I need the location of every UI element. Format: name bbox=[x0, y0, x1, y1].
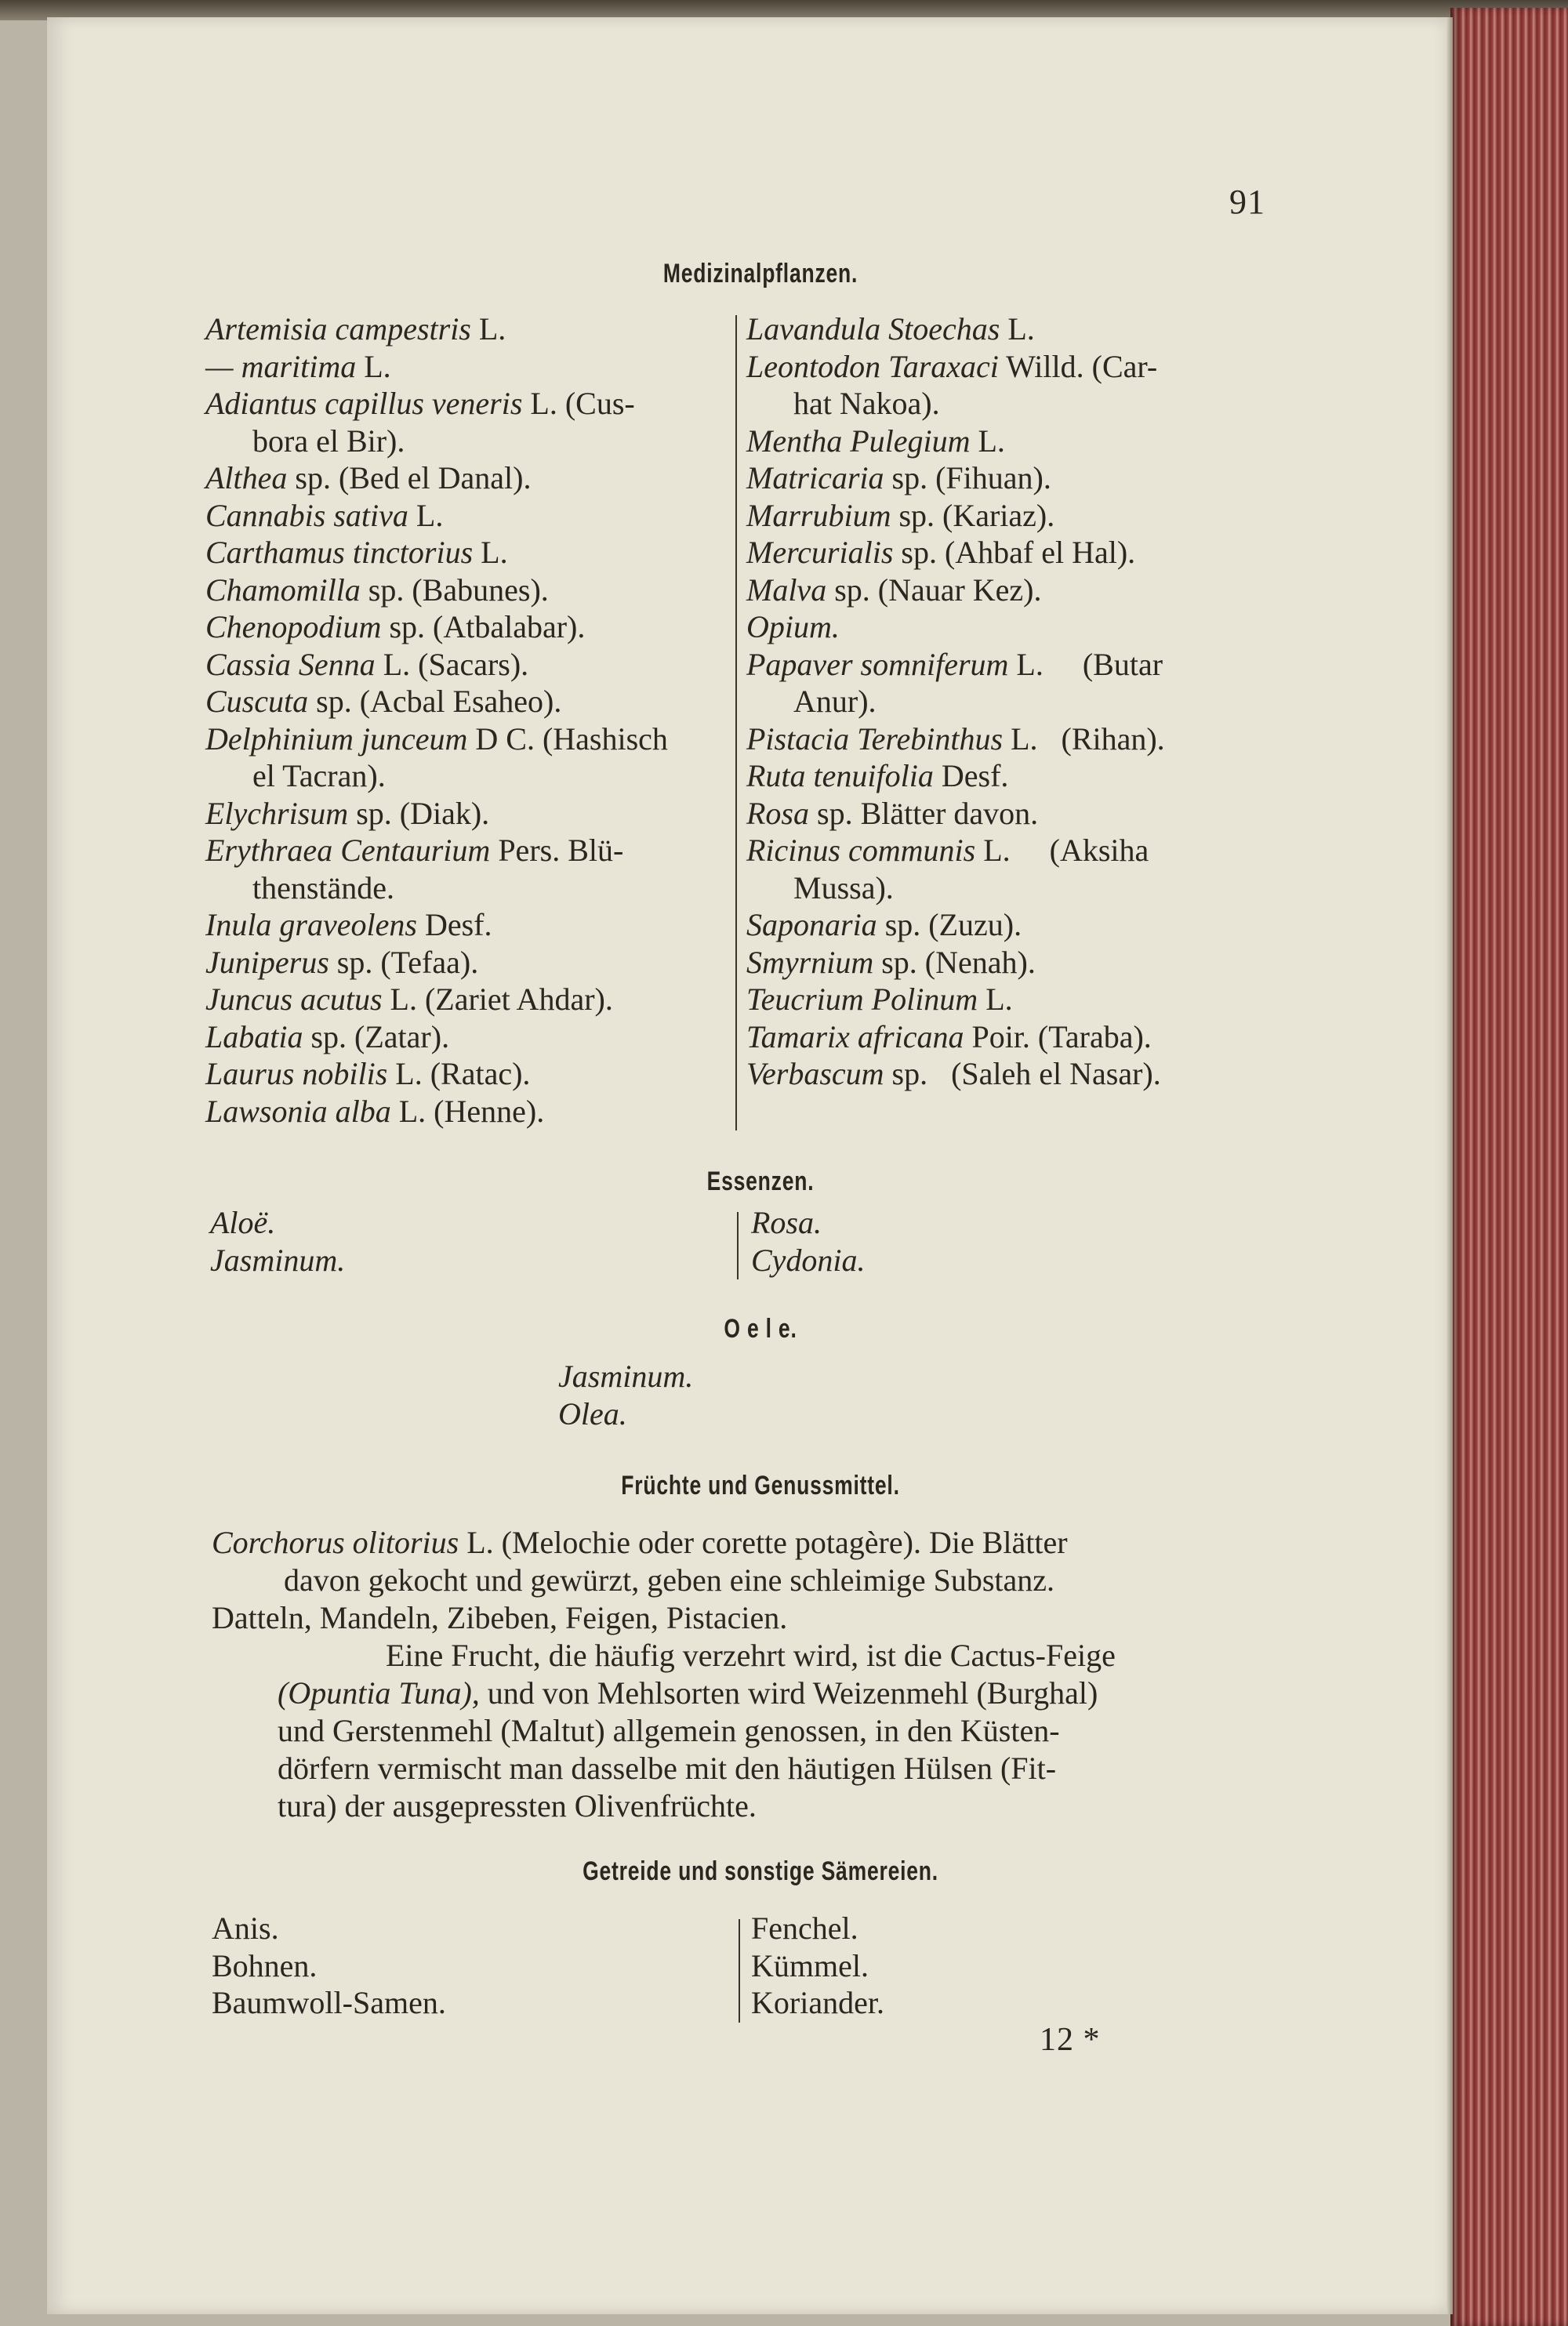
plant-detail: Mussa). bbox=[793, 869, 894, 905]
plant-entry bbox=[205, 757, 739, 795]
oele-list bbox=[558, 1358, 693, 1432]
plant-detail: L. (Aksiha bbox=[975, 833, 1149, 868]
species-name: Matricaria bbox=[746, 460, 884, 495]
plant-entry bbox=[205, 944, 739, 982]
species-name: Carthamus tinctorius bbox=[205, 535, 474, 570]
plant-entry bbox=[746, 795, 1279, 833]
plant-detail: thenstände. bbox=[252, 869, 395, 905]
species-name: — maritima bbox=[205, 348, 357, 384]
essenz-item: Jasminum. bbox=[210, 1242, 346, 1278]
species-name: Mercurialis bbox=[746, 535, 894, 570]
species-name: (Opuntia Tuna), bbox=[278, 1675, 480, 1711]
species-name: Cannabis sativa bbox=[205, 497, 408, 533]
species-name: Ruta tenuifolia bbox=[746, 758, 934, 793]
text-line: davon gekocht und gewürzt, geben eine schleimige Substanz. bbox=[284, 1562, 1055, 1598]
plant-entry bbox=[205, 906, 739, 944]
plant-detail: sp. (Tefaa). bbox=[328, 944, 479, 980]
species-name: Juncus acutus bbox=[205, 982, 383, 1017]
species-name: Opium. bbox=[746, 609, 840, 644]
plant-detail: L. (Sacars). bbox=[375, 646, 529, 682]
heading-oele: O e l e. bbox=[724, 1314, 797, 1344]
plant-detail: L. (Ratac). bbox=[387, 1056, 531, 1091]
heading-medizinalpflanzen: Medizinalpflanzen. bbox=[662, 259, 858, 288]
plant-entry bbox=[746, 1055, 1279, 1093]
plant-detail: sp. (Atbalabar). bbox=[381, 609, 586, 644]
plant-detail: sp. (Saleh el Nasar). bbox=[884, 1056, 1161, 1091]
plant-detail: L. bbox=[978, 982, 1013, 1017]
plant-entry bbox=[205, 459, 739, 497]
species-name: Chenopodium bbox=[205, 609, 382, 644]
plant-entry bbox=[205, 646, 739, 684]
species-name: Chamomilla bbox=[205, 572, 361, 608]
getreide-item: Bohnen. bbox=[212, 1947, 318, 1983]
species-name: Delphinium junceum bbox=[205, 720, 468, 757]
heading-essenzen: Essenzen. bbox=[706, 1167, 815, 1196]
species-name: Smyrnium bbox=[746, 944, 874, 980]
plant-detail: L. bbox=[356, 348, 391, 384]
plant-entry bbox=[205, 683, 739, 720]
plant-detail: L. (Henne). bbox=[390, 1093, 545, 1129]
species-name: Cassia Senna bbox=[205, 646, 376, 682]
plant-entry bbox=[746, 1018, 1279, 1056]
plant-detail: sp. (Nenah). bbox=[873, 944, 1036, 980]
plant-entry bbox=[205, 795, 739, 833]
plant-detail: L. bbox=[408, 497, 444, 533]
plant-detail: Desf. bbox=[416, 907, 492, 942]
text-line: und von Mehlsorten wird Weizenmehl (Burghal) bbox=[479, 1675, 1098, 1711]
oel-item: Olea. bbox=[558, 1395, 627, 1432]
plant-entry bbox=[746, 608, 1279, 646]
plant-detail: L. (Rihan). bbox=[1003, 720, 1165, 757]
essenzen-left-column bbox=[210, 1204, 345, 1279]
getreide-item: Koriander. bbox=[751, 1985, 884, 2020]
plant-entry bbox=[746, 646, 1279, 684]
plant-entry bbox=[205, 423, 739, 460]
text-line: Datteln, Mandeln, Zibeben, Feigen, Pistacien. bbox=[212, 1600, 788, 1635]
species-name: Verbascum bbox=[746, 1056, 884, 1091]
species-name: Adiantus capillus veneris bbox=[205, 386, 523, 421]
plant-detail: sp. (Bed el Danal). bbox=[287, 460, 532, 495]
species-name: Althea bbox=[205, 460, 288, 495]
plant-entry bbox=[746, 981, 1279, 1018]
plant-detail: L. (Cus- bbox=[522, 386, 635, 421]
species-name: Cuscuta bbox=[205, 684, 309, 719]
plant-entry bbox=[746, 683, 1279, 720]
species-name: Rosa bbox=[746, 795, 809, 831]
plant-entry bbox=[205, 1093, 739, 1130]
species-name: Teucrium Polinum bbox=[746, 982, 978, 1017]
species-name: Juniperus bbox=[205, 944, 329, 980]
species-name: Inula graveolens bbox=[205, 907, 417, 942]
plant-detail: Desf. bbox=[933, 758, 1009, 793]
essenz-item: Rosa. bbox=[751, 1205, 822, 1240]
plant-detail: L. (Butar bbox=[1008, 646, 1163, 682]
plant-entry bbox=[205, 385, 739, 423]
text-line: tura) der ausgepressten Olivenfrüchte. bbox=[278, 1788, 757, 1823]
plant-entry bbox=[205, 869, 739, 907]
plant-entry bbox=[205, 1055, 739, 1093]
plant-detail: hat Nakoa). bbox=[793, 386, 940, 421]
getreide-left-column bbox=[212, 1910, 446, 2022]
plant-entry bbox=[746, 459, 1279, 497]
plant-detail: L. bbox=[1000, 311, 1035, 347]
book-binding bbox=[1450, 8, 1568, 2326]
essenz-item: Cydonia. bbox=[751, 1242, 866, 1278]
getreide-item: Anis. bbox=[212, 1911, 279, 1946]
medizinal-right-column bbox=[746, 310, 1279, 1093]
plant-detail: L. (Zariet Ahdar). bbox=[382, 982, 613, 1017]
text-line: dörfern vermischt man dasselbe mit den häutigen Hülsen (Fit- bbox=[278, 1751, 1057, 1786]
signature-mark: 12 * bbox=[1040, 2022, 1101, 2058]
plant-entry bbox=[746, 534, 1279, 572]
plant-detail: sp. (Ahbaf el Hal). bbox=[893, 535, 1136, 570]
plant-entry bbox=[746, 757, 1279, 795]
getreide-item: Kümmel. bbox=[751, 1947, 869, 1983]
plant-detail: L. bbox=[473, 535, 508, 570]
plant-entry bbox=[205, 720, 739, 758]
essenz-item: Aloë. bbox=[210, 1205, 276, 1240]
text-line: und Gerstenmehl (Maltut) allgemein genossen, in den Küsten- bbox=[278, 1713, 1060, 1748]
column-divider bbox=[739, 1919, 740, 2023]
species-name: Ricinus communis bbox=[746, 833, 976, 868]
plant-detail: L. bbox=[470, 311, 506, 347]
plant-detail: bora el Bir). bbox=[252, 423, 405, 459]
plant-entry bbox=[746, 310, 1279, 348]
plant-entry bbox=[746, 572, 1279, 609]
plant-entry bbox=[746, 497, 1279, 535]
plant-detail: sp. (Nauar Kez). bbox=[826, 572, 1042, 608]
plant-entry bbox=[205, 1018, 739, 1056]
species-name: Tamarix africana bbox=[746, 1018, 964, 1054]
essenzen-right-column bbox=[751, 1204, 866, 1279]
plant-detail: sp. (Zatar). bbox=[303, 1018, 450, 1054]
plant-detail: Willd. (Car- bbox=[998, 348, 1158, 384]
plant-entry bbox=[205, 348, 739, 386]
plant-entry bbox=[746, 869, 1279, 907]
plant-entry bbox=[746, 423, 1279, 460]
species-name: Labatia bbox=[205, 1018, 303, 1054]
species-name: Leontodon Taraxaci bbox=[746, 348, 999, 384]
species-name: Papaver somniferum bbox=[746, 646, 1009, 682]
plant-entry bbox=[205, 981, 739, 1018]
plant-detail: sp. (Diak). bbox=[348, 795, 490, 831]
fruechte-paragraph bbox=[212, 1524, 1273, 1825]
column-divider bbox=[735, 315, 737, 1130]
plant-detail: sp. Blätter davon. bbox=[809, 795, 1039, 831]
getreide-item: Baumwoll-Samen. bbox=[212, 1985, 446, 2020]
plant-detail: sp. (Fihuan). bbox=[884, 460, 1051, 495]
plant-entry bbox=[205, 534, 739, 572]
oel-item: Jasminum. bbox=[558, 1359, 694, 1394]
plant-detail: Anur). bbox=[793, 684, 877, 719]
plant-entry bbox=[205, 572, 739, 609]
plant-detail: D C. (Hashisch bbox=[467, 720, 668, 757]
species-name: Lawsonia alba bbox=[205, 1093, 391, 1129]
plant-detail: sp. (Babunes). bbox=[360, 572, 549, 608]
getreide-item: Fenchel. bbox=[751, 1911, 858, 1946]
text-line: L. (Melochie oder corette potagère). Die Blätter bbox=[459, 1525, 1068, 1560]
species-name: Artemisia campestris bbox=[205, 311, 471, 347]
plant-entry bbox=[205, 832, 739, 869]
plant-entry bbox=[746, 832, 1279, 869]
plant-entry bbox=[746, 385, 1279, 423]
plant-entry bbox=[746, 348, 1279, 386]
plant-entry bbox=[205, 310, 739, 348]
species-name: Lavandula Stoechas bbox=[746, 311, 1000, 347]
heading-fruechte: Früchte und Genussmittel. bbox=[621, 1471, 900, 1500]
species-name: Elychrisum bbox=[205, 795, 349, 831]
heading-getreide: Getreide und sonstige Sämereien. bbox=[583, 1856, 938, 1886]
plant-detail: L. bbox=[970, 423, 1005, 459]
getreide-right-column bbox=[751, 1910, 884, 2022]
column-divider bbox=[737, 1212, 739, 1279]
page-edge bbox=[1446, 17, 1453, 2314]
plant-entry bbox=[746, 944, 1279, 982]
species-name: Marrubium bbox=[746, 497, 891, 533]
species-name: Pistacia Terebinthus bbox=[746, 720, 1004, 757]
plant-detail: Poir. (Taraba). bbox=[964, 1018, 1152, 1054]
text-line: Eine Frucht, die häufig verzehrt wird, ist die Cactus-Feige bbox=[386, 1638, 1116, 1673]
species-name: Corchorus olitorius bbox=[212, 1525, 459, 1560]
species-name: Erythraea Centaurium bbox=[205, 833, 491, 868]
plant-detail: sp. (Acbal Esaheo). bbox=[308, 684, 562, 719]
plant-detail: sp. (Kariaz). bbox=[891, 497, 1055, 533]
medizinal-left-column bbox=[205, 310, 739, 1130]
species-name: Saponaria bbox=[746, 907, 877, 942]
plant-entry bbox=[746, 720, 1279, 758]
plant-entry bbox=[746, 906, 1279, 944]
plant-detail: sp. (Zuzu). bbox=[877, 907, 1022, 942]
species-name: Malva bbox=[746, 572, 827, 608]
plant-detail: Pers. Blü- bbox=[490, 833, 624, 868]
page-number: 91 bbox=[1229, 183, 1265, 221]
species-name: Mentha Pulegium bbox=[746, 423, 971, 459]
plant-entry bbox=[205, 608, 739, 646]
plant-detail: el Tacran). bbox=[252, 758, 386, 793]
species-name: Laurus nobilis bbox=[205, 1056, 388, 1091]
plant-entry bbox=[205, 497, 739, 535]
